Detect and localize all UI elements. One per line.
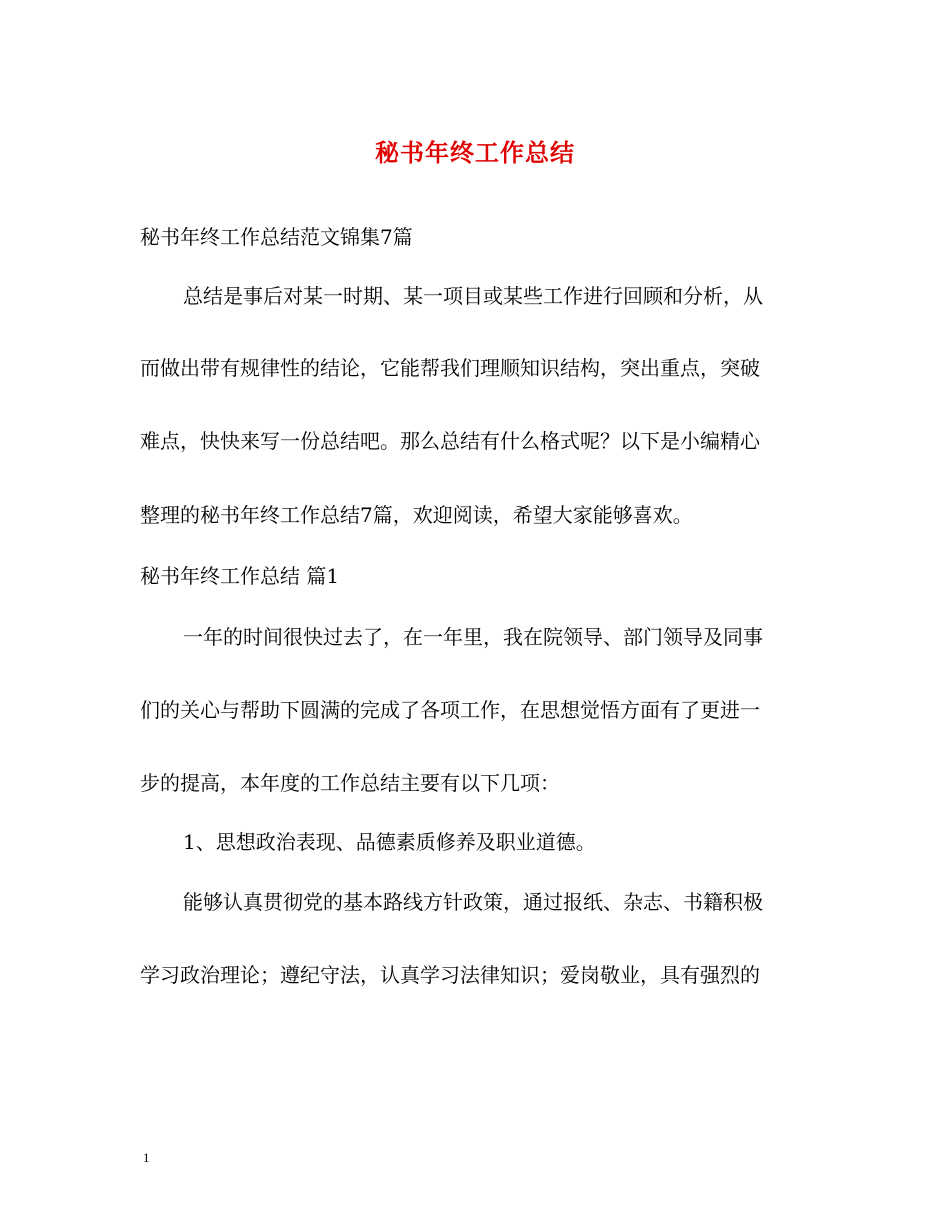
intro-line-4: 整理的秘书年终工作总结7篇，欢迎阅读，希望大家能够喜欢。: [140, 503, 693, 527]
item-heading: 1、思想政治表现、品德素质修养及职业道德。: [183, 830, 596, 854]
para1-line-1: 一年的时间很快过去了，在一年里，我在院领导、部门领导及同事: [183, 625, 763, 649]
para1-line-2: 们的关心与帮助下圆满的完成了各项工作，在思想觉悟方面有了更进一: [140, 698, 760, 722]
page-number: 1: [143, 1150, 150, 1165]
intro-line-2: 而做出带有规律性的结论，它能帮我们理顺知识结构，突出重点，突破: [140, 356, 760, 380]
para2-line-1: 能够认真贯彻党的基本路线方针政策，通过报纸、杂志、书籍积极: [183, 890, 763, 914]
document-title: 秘书年终工作总结: [375, 138, 575, 167]
section-heading: 秘书年终工作总结 篇1: [140, 564, 340, 588]
para1-line-3: 步的提高，本年度的工作总结主要有以下几项：: [140, 771, 560, 795]
intro-line-1: 总结是事后对某一时期、某一项目或某些工作进行回顾和分析，从: [183, 284, 763, 308]
document-subtitle: 秘书年终工作总结范文锦集7篇: [140, 225, 413, 249]
para2-line-2: 学习政治理论；遵纪守法，认真学习法律知识；爱岗敬业，具有强烈的: [140, 963, 760, 987]
intro-line-3: 难点，快快来写一份总结吧。那么总结有什么格式呢？以下是小编精心: [140, 429, 760, 453]
